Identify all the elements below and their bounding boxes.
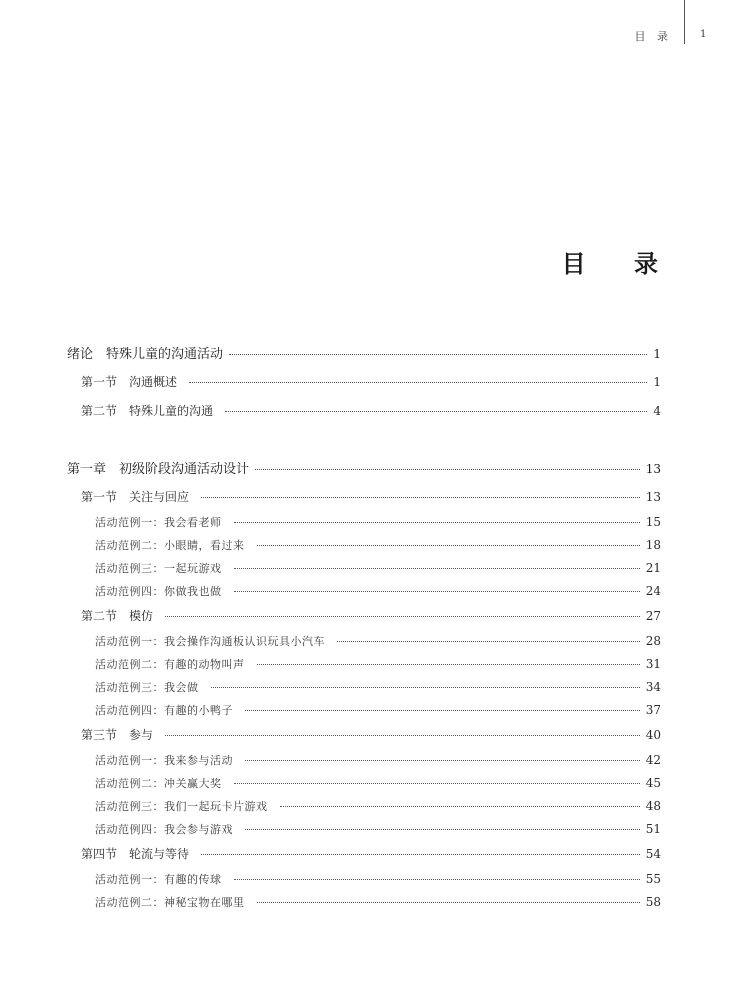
toc-entry-page-number: 13 xyxy=(645,490,661,504)
toc-entry-example xyxy=(95,894,661,910)
dot-leader xyxy=(201,497,640,498)
page-title: 目 录 xyxy=(561,250,678,278)
toc-entry-title: 第一节 沟通概述 xyxy=(81,375,178,389)
toc-entry-page-number: 28 xyxy=(645,634,661,648)
header-divider xyxy=(684,0,685,44)
toc-entry-page-number: 37 xyxy=(645,703,661,717)
toc-entry-example xyxy=(95,633,661,649)
toc-entry-page-number: 31 xyxy=(645,657,661,671)
toc-entry-page-number: 15 xyxy=(645,515,661,529)
dot-leader xyxy=(234,568,640,569)
toc-entry-title: 第一节 关注与回应 xyxy=(81,490,190,504)
dot-leader xyxy=(201,854,640,855)
dot-leader xyxy=(229,354,647,355)
dot-leader xyxy=(255,469,640,470)
dot-leader xyxy=(234,522,640,523)
toc-entry-section xyxy=(81,373,661,390)
dot-leader xyxy=(225,411,647,412)
toc-entry-section xyxy=(81,726,661,743)
toc-entry-title: 绪论 特殊儿童的沟通活动 xyxy=(67,347,224,362)
dot-leader xyxy=(337,641,640,642)
running-header xyxy=(0,0,730,50)
toc-entry-title: 活动范例四：有趣的小鸭子 xyxy=(95,704,233,717)
toc-entry-section xyxy=(81,402,661,419)
toc-entry-page-number: 34 xyxy=(645,680,661,694)
dot-leader xyxy=(257,902,640,903)
toc-entry-page-number: 27 xyxy=(645,609,661,623)
running-header-title: 目 录 xyxy=(634,30,672,43)
toc-entry-chapter xyxy=(67,458,661,477)
toc-entry-example xyxy=(95,679,661,695)
toc-entry-title: 活动范例四：我会参与游戏 xyxy=(95,823,233,836)
toc-entry-chapter xyxy=(67,343,661,362)
toc-entry-title: 第三节 参与 xyxy=(81,728,154,742)
toc-entry-example xyxy=(95,775,661,791)
toc-entry-example xyxy=(95,871,661,887)
dot-leader xyxy=(245,829,640,830)
toc-entry-page-number: 18 xyxy=(645,538,661,552)
toc-entry-page-number: 1 xyxy=(653,347,661,361)
dot-leader xyxy=(165,616,640,617)
toc-entry-section xyxy=(81,607,661,624)
toc-entry-page-number: 48 xyxy=(645,799,661,813)
toc-entry-title: 活动范例一：有趣的传球 xyxy=(95,873,222,886)
toc-entry-page-number: 58 xyxy=(645,895,661,909)
toc-entry-example xyxy=(95,656,661,672)
dot-leader xyxy=(257,545,640,546)
toc-entry-example xyxy=(95,537,661,553)
toc-entry-example xyxy=(95,798,661,814)
toc-entry-example xyxy=(95,821,661,837)
toc-entry-example xyxy=(95,583,661,599)
dot-leader xyxy=(189,382,647,383)
dot-leader xyxy=(245,710,640,711)
toc-entry-title: 第一章 初级阶段沟通活动设计 xyxy=(67,462,250,477)
dot-leader xyxy=(257,664,640,665)
toc-entry-example xyxy=(95,514,661,530)
dot-leader xyxy=(234,783,640,784)
toc-entry-title: 活动范例三：我们一起玩卡片游戏 xyxy=(95,800,268,813)
toc-entry-page-number: 40 xyxy=(645,728,661,742)
toc-entry-title: 活动范例三：一起玩游戏 xyxy=(95,562,222,575)
toc-entry-page-number: 51 xyxy=(645,822,661,836)
toc-entry-page-number: 21 xyxy=(645,561,661,575)
toc-entry-title: 活动范例一：我会操作沟通板认识玩具小汽车 xyxy=(95,635,325,648)
dot-leader xyxy=(165,735,640,736)
dot-leader xyxy=(234,591,640,592)
toc-entry-section xyxy=(81,845,661,862)
dot-leader xyxy=(245,760,640,761)
toc-entry-page-number: 4 xyxy=(653,404,661,418)
dot-leader xyxy=(211,687,640,688)
toc-entry-page-number: 55 xyxy=(645,872,661,886)
toc-entry-page-number: 13 xyxy=(645,462,661,476)
toc-entry-page-number: 42 xyxy=(645,753,661,767)
toc-entry-title: 活动范例三：我会做 xyxy=(95,681,199,694)
toc-entry-title: 活动范例四：你做我也做 xyxy=(95,585,222,598)
toc-entry-page-number: 45 xyxy=(645,776,661,790)
toc-entry-section xyxy=(81,488,661,505)
dot-leader xyxy=(234,879,640,880)
toc-entry-title: 活动范例二：小眼睛，看过来 xyxy=(95,539,245,552)
toc-entry-title: 第二节 特殊儿童的沟通 xyxy=(81,404,214,418)
toc-entry-title: 第二节 模仿 xyxy=(81,609,154,623)
toc-entry-title: 活动范例二：冲关赢大奖 xyxy=(95,777,222,790)
toc-entry-title: 活动范例二：有趣的动物叫声 xyxy=(95,658,245,671)
toc-entry-page-number: 24 xyxy=(645,584,661,598)
toc-entry-example xyxy=(95,752,661,768)
toc-entry-page-number: 1 xyxy=(653,375,661,389)
toc-entry-example xyxy=(95,560,661,576)
toc-entry-title: 活动范例二：神秘宝物在哪里 xyxy=(95,896,245,909)
toc-entry-title: 活动范例一：我来参与活动 xyxy=(95,754,233,767)
toc-entry-title: 活动范例一：我会看老师 xyxy=(95,516,222,529)
toc-entry-example xyxy=(95,702,661,718)
dot-leader xyxy=(280,806,640,807)
toc-entry-page-number: 54 xyxy=(645,847,661,861)
running-header-page-number: 1 xyxy=(700,29,707,40)
toc-entry-title: 第四节 轮流与等待 xyxy=(81,847,190,861)
